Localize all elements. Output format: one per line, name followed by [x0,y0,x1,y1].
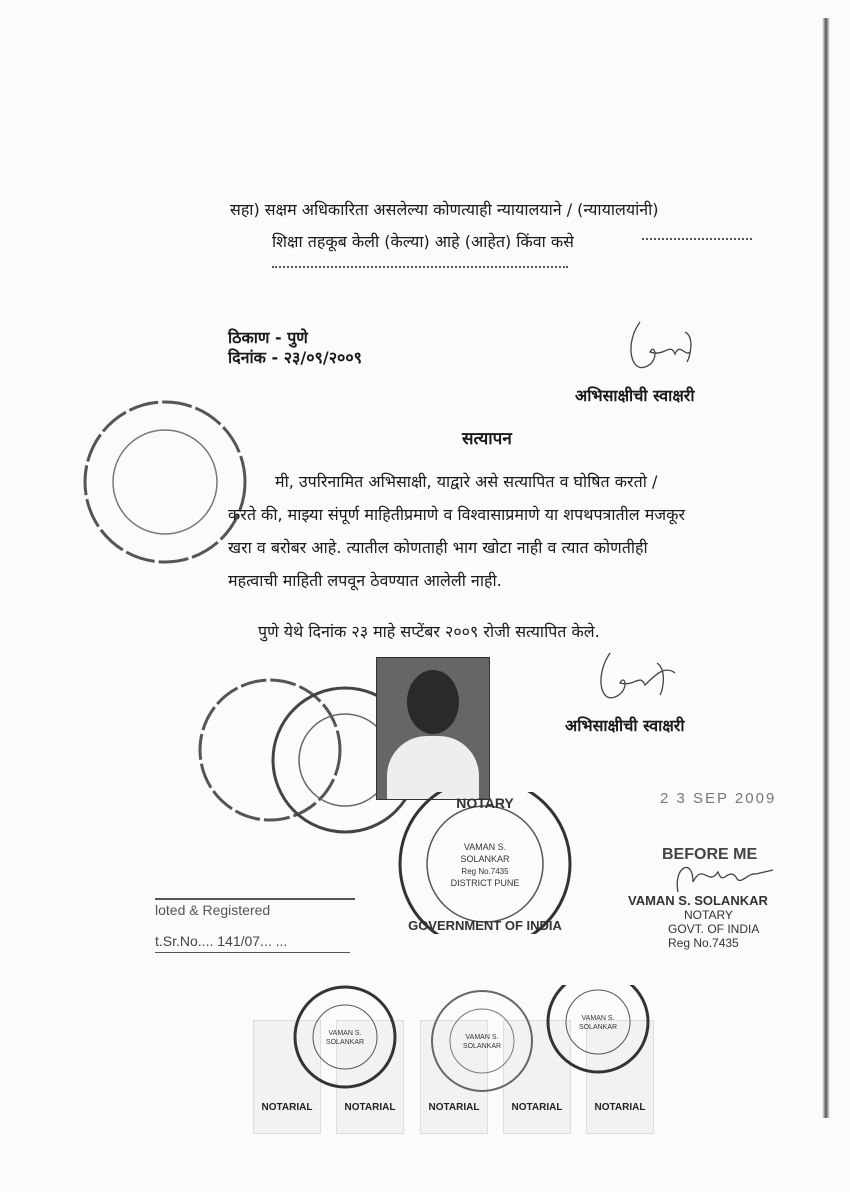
divider [155,898,355,900]
signature-1 [615,312,705,382]
deponent-signature-caption-2: अभिसाक्षीची स्वाक्षरी [565,716,685,735]
dotted-blank [272,266,568,268]
svg-text:GOVERNMENT OF INDIA: GOVERNMENT OF INDIA [408,918,562,933]
signature-2 [585,645,685,710]
notary-title: NOTARY [684,908,733,922]
verification-date-line: पुणे येथे दिनांक २३ माहे सप्टेंबर २००९ रोजी सत्यापित केले. [258,622,600,641]
svg-text:SOLANKAR: SOLANKAR [325,1039,365,1046]
bottom-notary-seals [290,985,660,1095]
clause-line-1: सहा) सक्षम अधिकारिता असलेल्या कोणत्याही न्यायालयाने / (न्यायालयांनी) [230,200,659,219]
notarial-stamp-3: NOTARIAL [420,1020,488,1134]
serial-number: t.Sr.No.... 141/07... ... [155,933,288,949]
svg-text:SOLANKAR: SOLANKAR [578,1024,618,1031]
svg-text:VAMAN S.: VAMAN S. [328,1030,362,1037]
deponent-signature-caption: अभिसाक्षीची स्वाक्षरी [575,386,695,405]
svg-text:SOLANKAR: SOLANKAR [460,854,510,864]
notarial-stamp-1: NOTARIAL [253,1020,321,1134]
verification-title: सत्यापन [462,429,512,449]
divider [155,952,350,953]
notary-reg: Reg No.7435 [668,936,739,950]
dotted-blank [642,238,752,240]
scan-edge [822,18,830,1118]
notary-name: VAMAN S. SOLANKAR [628,893,768,908]
date: दिनांक - २३/०९/२००९ [228,348,362,367]
svg-text:VAMAN S.: VAMAN S. [463,842,507,852]
notary-seal [398,792,573,934]
notary-signature [668,852,778,897]
svg-text:VAMAN S.: VAMAN S. [465,1034,499,1041]
date-stamp: 2 3 SEP 2009 [660,790,777,807]
svg-text:VAMAN S.: VAMAN S. [581,1015,615,1022]
notarial-stamp-5: NOTARIAL [586,1020,654,1134]
verification-paragraph: मी, उपरिनामित अभिसाक्षी, याद्वारे असे सत्यापित व घोषित करतो / करते की, माझ्या संपूर्ण माहितीप्रमाणे व विश्वासाप्रमाणे या शपथपत्रातील मजकूर खरा व बरोबर आहे. त्यातील कोणताही भाग खोटा नाही व त्यात कोणतीही महत्वाची माहिती लपवून ठेवण्यात आलेली नाही. [228,472,685,590]
deponent-photo [376,657,490,800]
notary-govt: GOVT. OF INDIA [668,922,760,936]
place: ठिकाण - पुणे [228,328,308,347]
svg-text:Reg No.7435: Reg No.7435 [461,867,509,876]
svg-text:DISTRICT PUNE: DISTRICT PUNE [450,878,520,888]
notary-stamp-partial [80,395,250,570]
clause-line-2: शिक्षा तहकूब केली (केल्या) आहे (आहेत) किंवा कसे [272,232,574,251]
notarial-stamp-4: NOTARIAL [503,1020,571,1134]
svg-text:NOTARY: NOTARY [456,795,514,811]
svg-text:SOLANKAR: SOLANKAR [462,1043,502,1050]
noted-registered: loted & Registered [155,902,271,918]
before-me: BEFORE ME [662,846,758,863]
notarial-stamp-2: NOTARIAL [336,1020,404,1134]
